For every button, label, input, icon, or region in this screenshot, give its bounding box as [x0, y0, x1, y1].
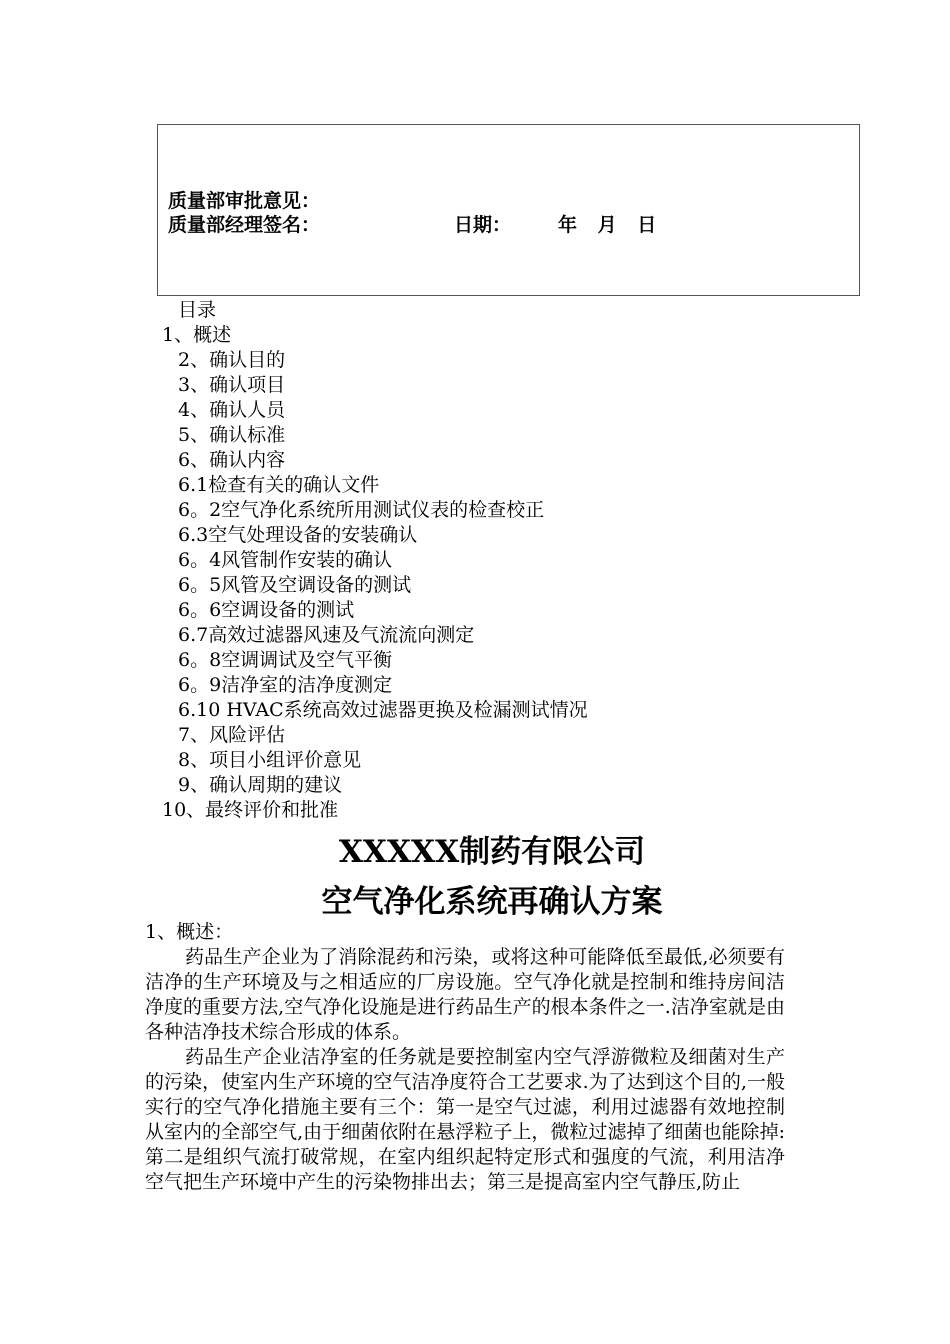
toc-item: 9、确认周期的建议 — [178, 774, 343, 796]
toc-item: 6。8空调调试及空气平衡 — [178, 649, 393, 671]
paragraph: 药品生产企业洁净室的任务就是要控制室内空气浮游微粒及细菌对生产的污染，使室内生产环境的空气洁净度符合工艺要求.为了达到这个目的,一般实行的空气净化措施主要有三个：第一是空气过滤，利用过滤器有效地控制从室内的全部空气,由于细菌依附在悬浮粒子上，微粒过滤掉了细菌也能除掉:第二是组织气流打破常规，在室内组织起特定形式和强度的气流，利用洁净空气把生产环境中产生的污染物排出去；第三是提高室内空气静压,防止 — [145, 1046, 785, 1193]
toc-title: 目录 — [178, 299, 217, 321]
toc-item: 8、项目小组评价意见 — [178, 749, 362, 771]
section-heading: 1、概述： — [145, 921, 234, 943]
toc-item: 7、风险评估 — [178, 724, 286, 746]
date-parts: 年 月 日 — [558, 214, 657, 236]
toc-item: 6.7高效过滤器风速及气流流向测定 — [178, 624, 475, 646]
toc-item: 6.3空气处理设备的安装确认 — [178, 524, 418, 546]
document-title: 空气净化系统再确认方案 — [321, 884, 663, 920]
toc-item: 6.1检查有关的确认文件 — [178, 474, 380, 496]
toc-item: 3、确认项目 — [178, 374, 286, 396]
toc-item: 6。6空调设备的测试 — [178, 599, 355, 621]
company-title: XXXXX制药有限公司 — [338, 834, 646, 870]
manager-signature-label: 质量部经理签名： — [168, 214, 321, 236]
toc-item: 6。5风管及空调设备的测试 — [178, 574, 412, 596]
toc-item: 2、确认目的 — [178, 349, 286, 371]
toc-item: 6。9洁净室的洁净度测定 — [178, 674, 393, 696]
approval-opinion-label: 质量部审批意见： — [168, 190, 321, 212]
toc-item: 10、最终评价和批准 — [162, 799, 339, 821]
toc-item: 4、确认人员 — [178, 399, 286, 421]
toc-item: 6。2空气净化系统所用测试仪表的检查校正 — [178, 499, 545, 521]
toc-item: 6。4风管制作安装的确认 — [178, 549, 393, 571]
approval-box — [157, 124, 860, 296]
toc-item: 6.10 HVAC系统高效过滤器更换及检漏测试情况 — [178, 699, 588, 721]
toc-item: 5、确认标准 — [178, 424, 286, 446]
toc-item: 1、概述 — [162, 324, 232, 346]
date-label: 日期： — [454, 214, 512, 236]
paragraph: 药品生产企业为了消除混药和污染，或将这种可能降低至最低,必须要有洁净的生产环境及与之相适应的厂房设施。空气净化就是控制和维持房间洁净度的重要方法,空气净化设施是进行药品生产的根本条件之一.洁净室就是由各种洁净技术综合形成的体系。 — [145, 946, 785, 1043]
toc-item: 6、确认内容 — [178, 449, 286, 471]
